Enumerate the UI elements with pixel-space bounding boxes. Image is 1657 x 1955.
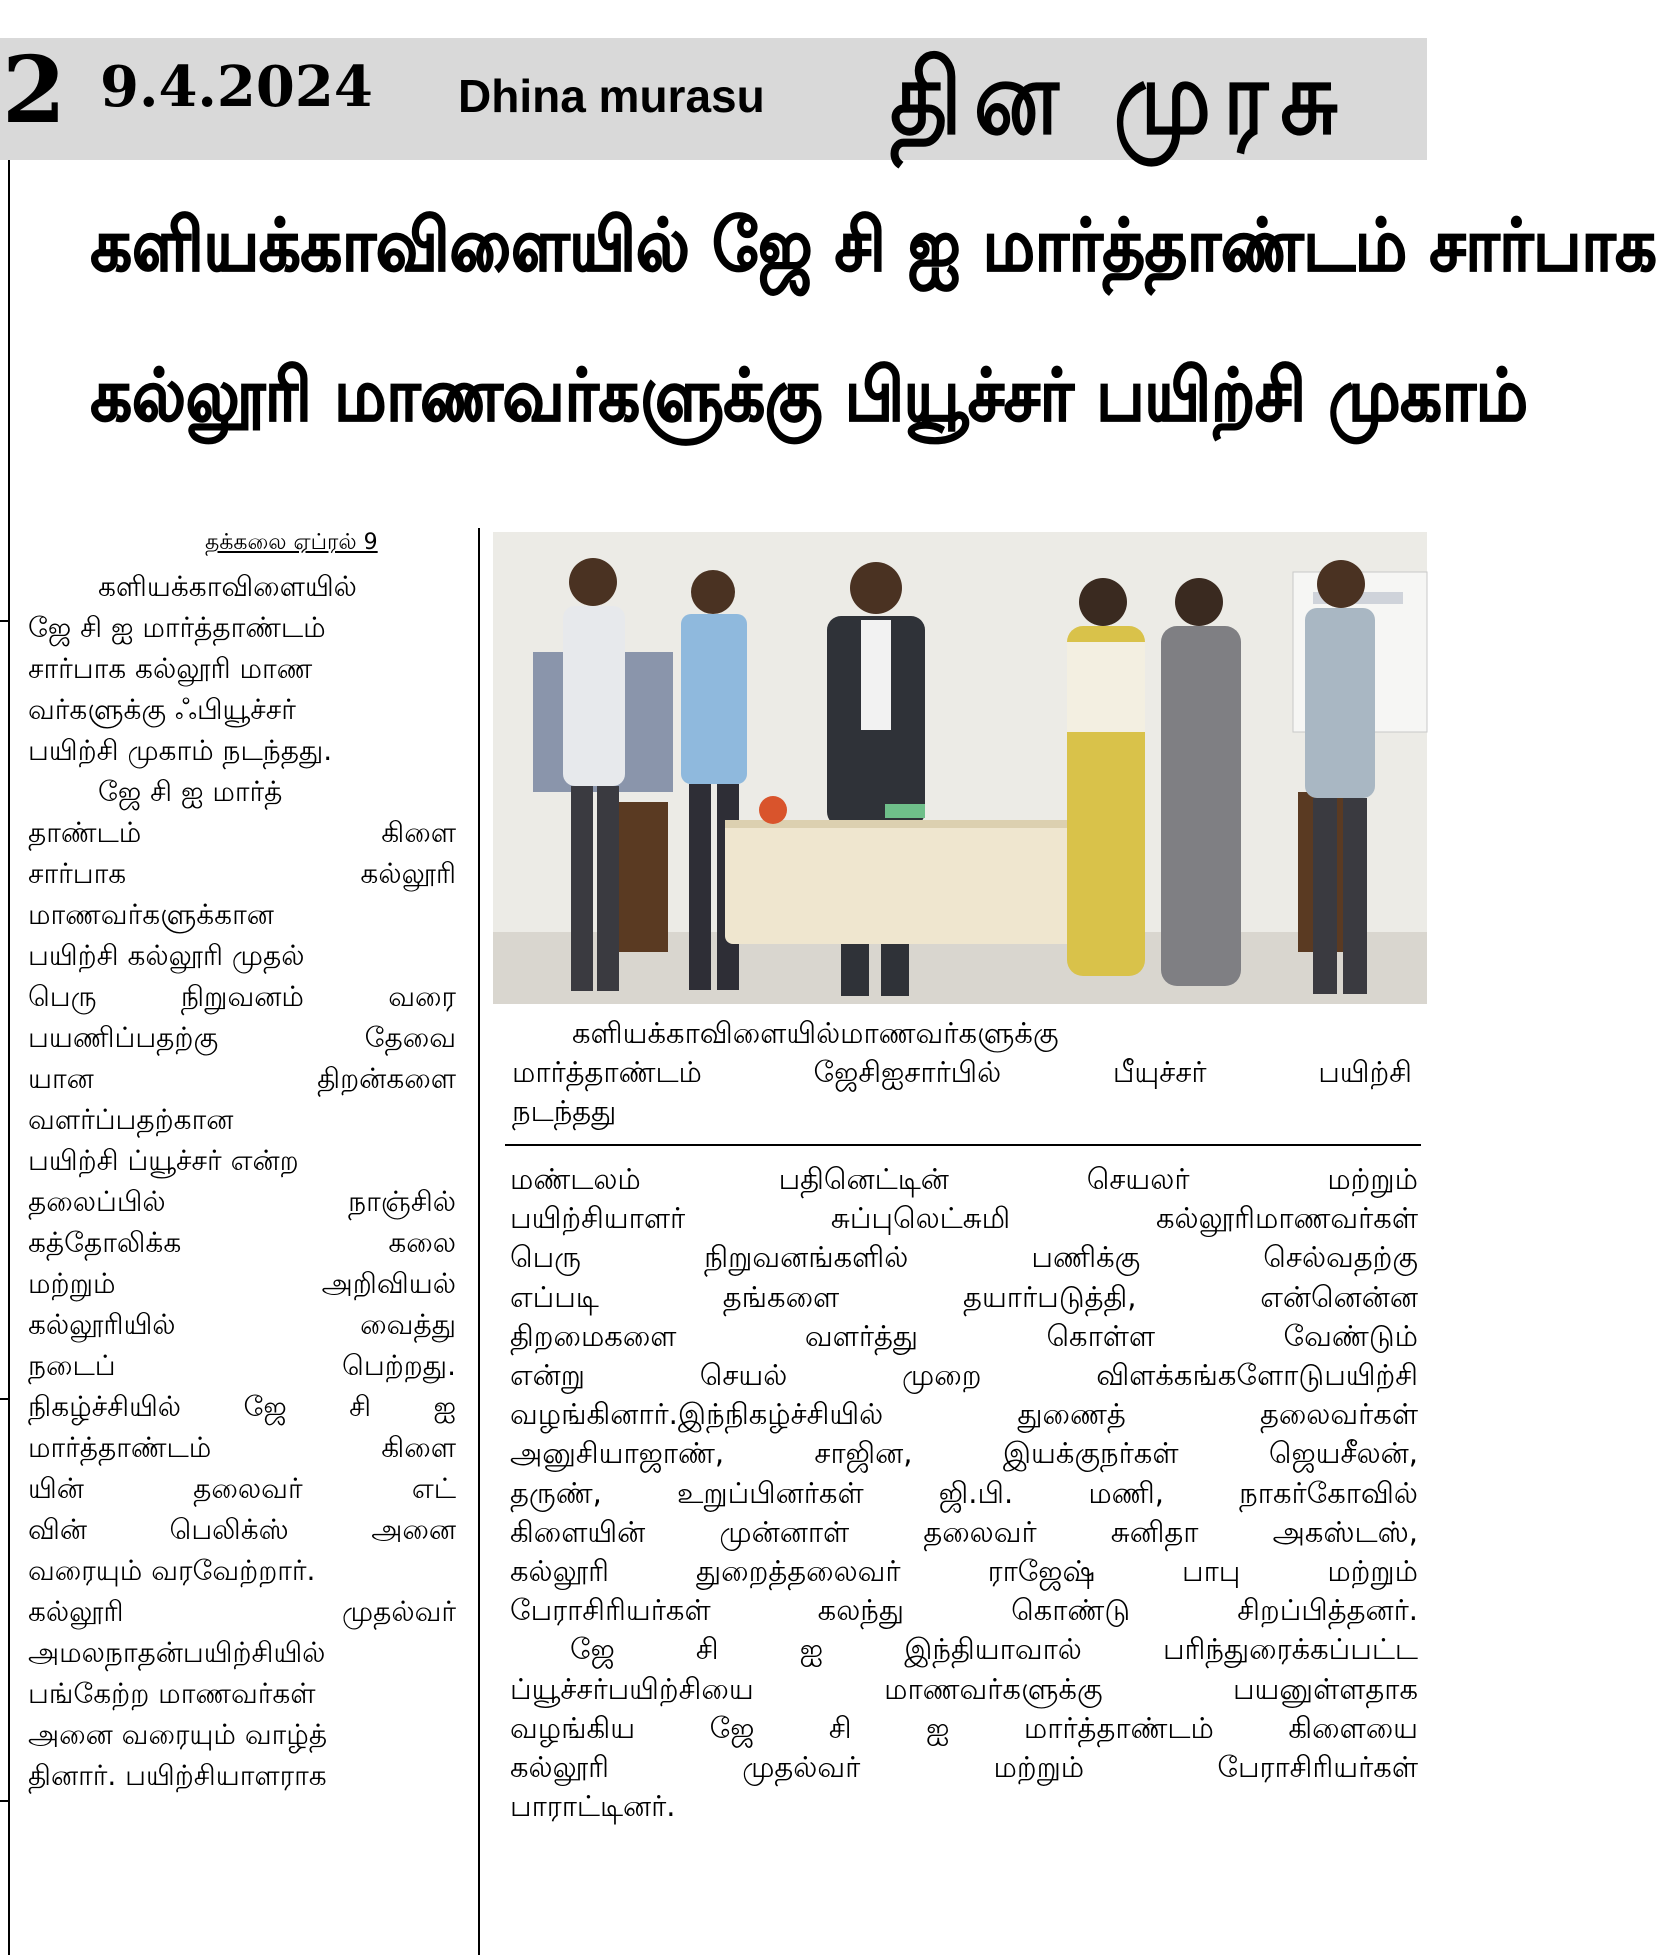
article-line: தினார். பயிற்சியாளராக	[28, 1759, 327, 1792]
article-line: திறமைகளை வளர்த்து கொள்ள வேண்டும்	[510, 1318, 1418, 1353]
issue-date: 9.4.2024	[100, 54, 373, 120]
article-line: தாண்டம் கிளை	[28, 816, 456, 849]
article-line: வரையும் வரவேற்றார்.	[28, 1554, 316, 1587]
paper-name-tamil: தின முரசு	[890, 39, 1350, 158]
article-line: பங்கேற்ற மாணவர்கள்	[28, 1677, 316, 1710]
article-line: மாணவர்களுக்கான	[28, 898, 274, 931]
dateline: தக்கலை ஏப்ரல் 9	[205, 530, 378, 555]
article-line: எப்படி தங்களை தயார்படுத்தி, என்னென்ன	[510, 1279, 1418, 1314]
event-photo-illustration	[493, 532, 1427, 1004]
caption-line: களியக்காவிளையில்மாணவர்களுக்கு	[572, 1016, 1059, 1050]
column-divider	[478, 528, 480, 1955]
article-line: தலைப்பில் நாஞ்சில்	[28, 1185, 456, 1218]
article-line: பாராட்டினர்.	[510, 1789, 676, 1824]
article-line: நடைப் பெற்றது.	[28, 1349, 456, 1382]
article-line: பயிற்சி முகாம் நடந்தது.	[28, 734, 333, 767]
caption-line: நடந்தது	[512, 1094, 617, 1128]
article-line: வின் பெலிக்ஸ் அனை	[28, 1513, 456, 1546]
article-line: ப்யூச்சர்பயிற்சியை மாணவர்களுக்கு பயனுள்ளதாக	[510, 1671, 1418, 1706]
article-line: பயிற்சி கல்லூரி முதல்	[28, 939, 305, 972]
article-line: யான திறன்களை	[28, 1062, 456, 1095]
article-line: அனுசியாஜாண், சாஜின, இயக்குநர்கள் ஜெயசீலன்,	[510, 1436, 1418, 1471]
article-line: பெரு நிறுவனங்களில் பணிக்கு செல்வதற்கு	[510, 1240, 1418, 1275]
page-number: 2	[2, 36, 67, 144]
article-line: சார்பாக கல்லூரி	[28, 857, 456, 890]
article-line: கல்லூரியில் வைத்து	[28, 1308, 456, 1341]
article-line: கல்லூரி முதல்வர்	[28, 1595, 456, 1628]
headline-line-1: களியக்காவிளையில் ஜே சி ஐ மார்த்தாண்டம் சார்பாக	[90, 203, 1657, 287]
caption-line: மார்த்தாண்டம் ஜேசிஐசார்பில் பீயுச்சர் பயிற்சி	[512, 1055, 1412, 1089]
article-line: ஜே சி ஐ மார்த்	[98, 775, 283, 808]
photo-caption	[512, 1014, 1412, 1131]
article-left-column	[28, 566, 456, 1796]
article-line: கல்லூரி துறைத்தலைவர் ராஜேஷ் பாபு மற்றும்	[510, 1554, 1418, 1589]
left-margin-rule	[8, 160, 10, 1955]
article-line: வளர்ப்பதற்கான	[28, 1103, 234, 1136]
margin-tick	[0, 1398, 10, 1400]
article-line: வர்களுக்கு ஃபியூச்சர்	[28, 693, 296, 726]
article-line: பயிற்சி ப்யூச்சர் என்ற	[28, 1144, 299, 1177]
article-line: மண்டலம் பதினெட்டின் செயலர் மற்றும்	[510, 1162, 1418, 1196]
article-line: பயணிப்பதற்கு தேவை	[28, 1021, 456, 1054]
article-line: நிகழ்ச்சியில் ஜே சி ஐ	[28, 1390, 456, 1423]
article-line: வழங்கிய ஜே சி ஐ மார்த்தாண்டம் கிளையை	[510, 1710, 1418, 1745]
article-line: யின் தலைவர் எட்	[28, 1472, 456, 1505]
article-line: தருண், உறுப்பினர்கள் ஜி.பி. மணி, நாகர்கோவில்	[510, 1475, 1418, 1510]
margin-tick	[0, 1800, 10, 1802]
article-line: அமலநாதன்பயிற்சியில்	[28, 1636, 326, 1669]
article-line: ஜே சி ஐ மார்த்தாண்டம்	[28, 611, 326, 644]
caption-rule	[505, 1144, 1421, 1146]
article-line: பெரு நிறுவனம் வரை	[28, 980, 456, 1013]
paper-name-english: Dhina murasu	[458, 70, 765, 122]
article-line: வழங்கினார்.இந்நிகழ்ச்சியில் துணைத் தலைவர்கள்	[510, 1397, 1418, 1432]
margin-tick	[0, 620, 10, 622]
article-line: அனை வரையும் வாழ்த்	[28, 1718, 328, 1751]
article-line: களியக்காவிளையில்	[98, 570, 357, 603]
event-photo	[493, 532, 1427, 1004]
article-line: என்று செயல் முறை விளக்கங்களோடுபயிற்சி	[510, 1358, 1418, 1393]
article-line: பயிற்சியாளர் சுப்புலெட்சுமி கல்லூரிமாணவர்கள்	[510, 1201, 1418, 1236]
article-line: ஜே சி ஐ இந்தியாவால் பரிந்துரைக்கப்பட்ட	[570, 1632, 1418, 1667]
article-line: மார்த்தாண்டம் கிளை	[28, 1431, 456, 1464]
article-line: சார்பாக கல்லூரி மாண	[28, 652, 313, 685]
article-line: கல்லூரி முதல்வர் மற்றும் பேராசிரியர்கள்	[510, 1750, 1418, 1785]
article-right-column	[510, 1160, 1418, 1826]
article-line: மற்றும் அறிவியல்	[28, 1267, 456, 1300]
article-line: பேராசிரியர்கள் கலந்து கொண்டு சிறப்பித்தனர்.	[510, 1593, 1418, 1628]
headline-line-2: கல்லூரி மாணவர்களுக்கு பியூச்சர் பயிற்சி முகாம்	[90, 353, 1528, 437]
article-line: கத்தோலிக்க கலை	[28, 1226, 456, 1259]
article-line: கிளையின் முன்னாள் தலைவர் சுனிதா அகஸ்டஸ்,	[510, 1514, 1418, 1549]
